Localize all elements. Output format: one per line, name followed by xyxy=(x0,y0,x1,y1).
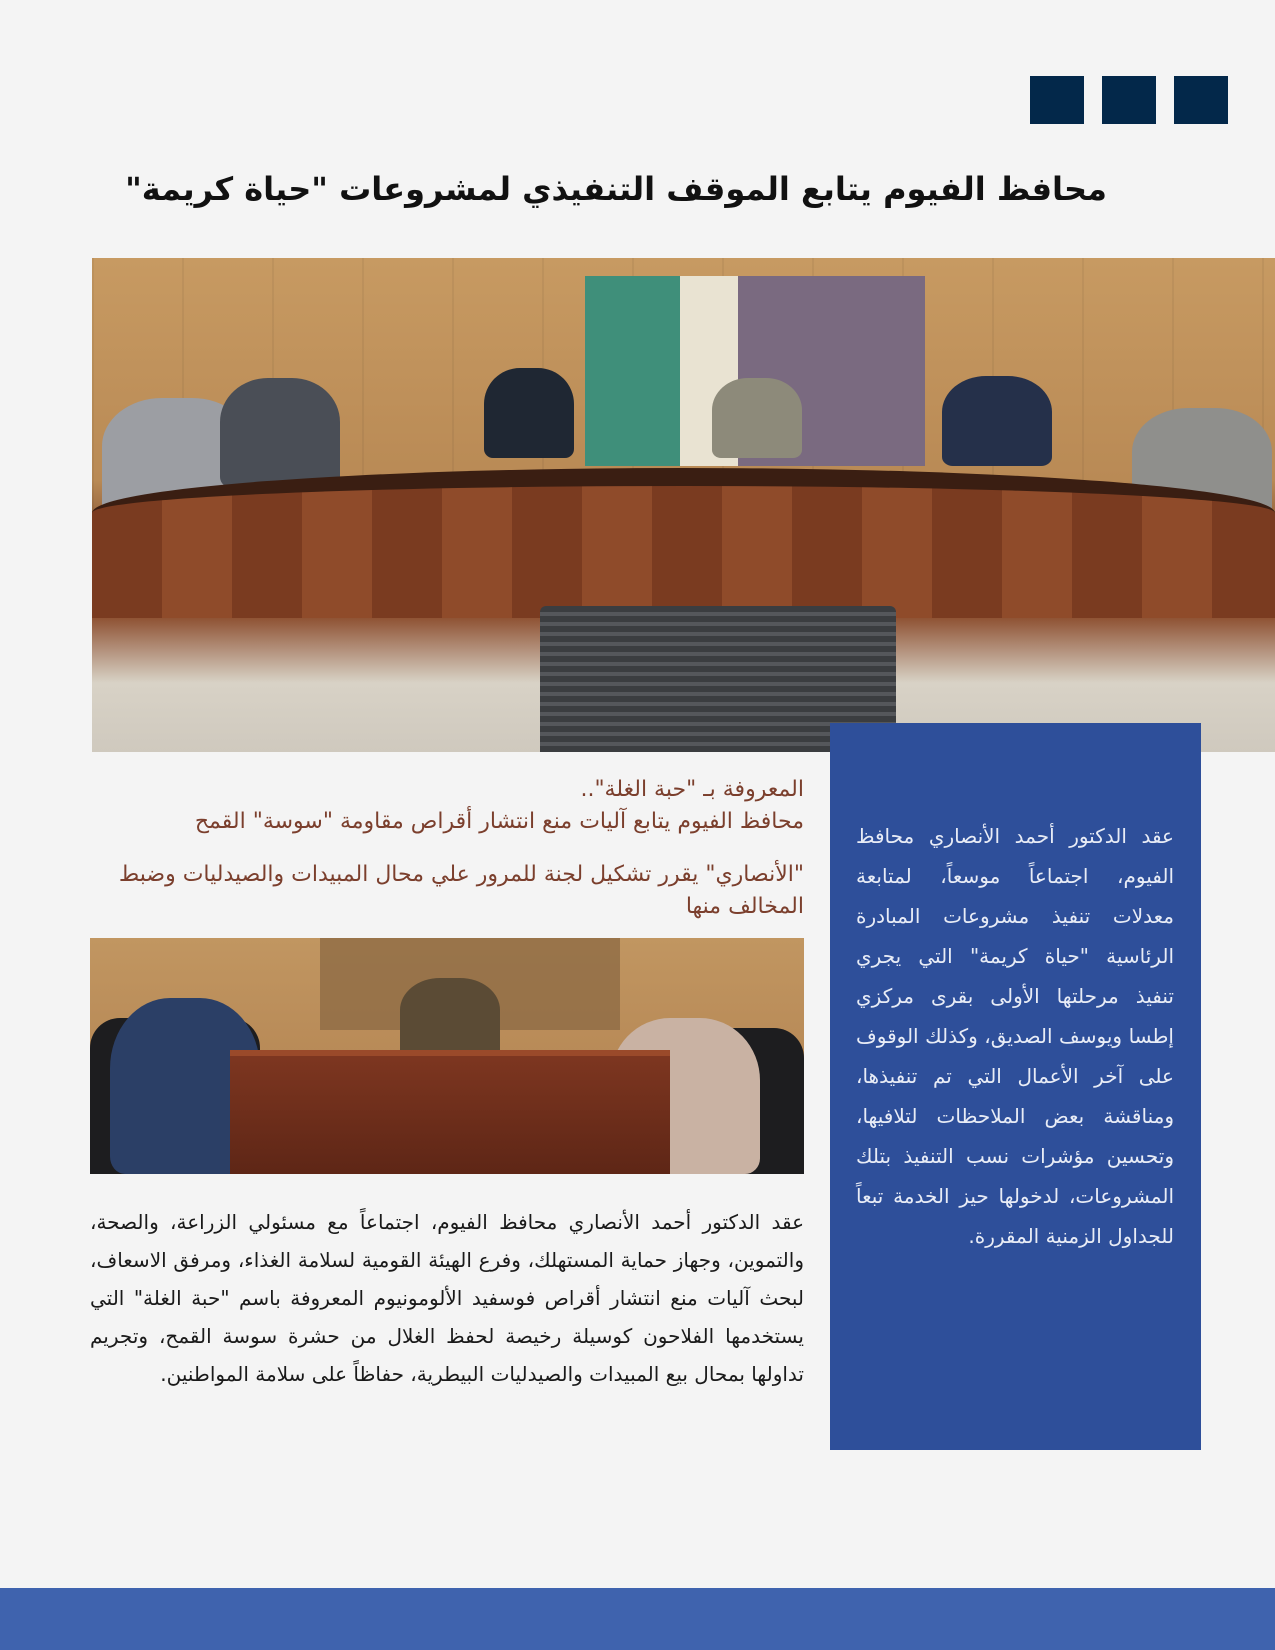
person-figure xyxy=(712,378,802,458)
square-1 xyxy=(1030,76,1084,124)
article-kicker: المعروفة بـ "حبة الغلة".. xyxy=(580,777,804,802)
office-meeting-photo xyxy=(90,938,804,1174)
article-headline: محافظ الفيوم يتابع آليات منع انتشار أقراص مقاومة "سوسة" القمح xyxy=(194,809,804,834)
sidebar-text: عقد الدكتور أحمد الأنصاري محافظ الفيوم، اجتماعاً موسعاً، لمتابعة معدلات تنفيذ مشروعات المبادرة الرئاسية "حياة كريمة" التي يجري تنفيذ مرحلتها الأولى بقرى مركزي إطسا ويوسف الصديق، وكذلك الوقوف على آخر الأعمال التي تم تنفيذها، ومناقشة بعض الملاحظات لتلافيها، وتحسين مؤشرات نسب التنفيذ بتلك المشروعات، لدخولها حيز الخدمة تبعاً للجداول الزمنية المقررة. xyxy=(856,824,1174,1248)
person-figure xyxy=(220,378,340,488)
article-kicker-and-headline xyxy=(84,774,804,838)
person-figure xyxy=(942,376,1052,466)
footer-bar xyxy=(0,1588,1275,1650)
article-body: عقد الدكتور أحمد الأنصاري محافظ الفيوم، اجتماعاً مع مسئولي الزراعة، والصحة، والتموين، وجهاز حماية المستهلك، وفرع الهيئة القومية لسلامة الغذاء، ومرفق الاسعاف، لبحث آليات منع انتشار أقراص فوسفيد الألومونيوم المعروفة باسم "حبة الغلة" التي يستخدمها الفلاحون كوسيلة رخيصة لحفظ الغلال من حشرة سوسة القمح، وتجريم تداولها بمحال بيع المبيدات والصيدليات البيطرية، حفاظاً على سلامة المواطنين. xyxy=(90,1210,804,1386)
decorative-squares xyxy=(1030,76,1228,124)
meeting-photo xyxy=(92,258,1275,752)
sidebar-box xyxy=(830,723,1201,1450)
square-2 xyxy=(1102,76,1156,124)
article-subheadline: "الأنصاري" يقرر تشكيل لجنة للمرور علي محال المبيدات والصيدليات وضبط المخالف منها xyxy=(118,862,804,919)
person-figure xyxy=(400,978,500,1058)
square-3 xyxy=(1174,76,1228,124)
page-title: محافظ الفيوم يتابع الموقف التنفيذي لمشروعات "حياة كريمة" xyxy=(125,170,1107,208)
person-figure xyxy=(484,368,574,458)
desk xyxy=(230,1050,670,1174)
conference-table xyxy=(92,468,1275,618)
